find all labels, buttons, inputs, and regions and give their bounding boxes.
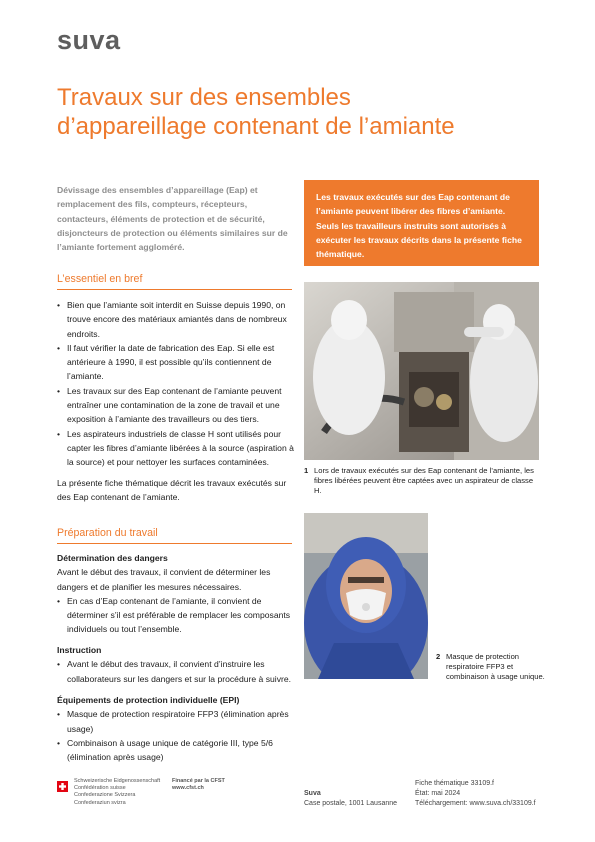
figure-2-number: 2	[436, 652, 441, 661]
confed-line: Confédération suisse	[74, 785, 126, 792]
confederation-names	[74, 778, 169, 807]
financed-url: www.cfst.ch	[172, 785, 204, 792]
hazard-section	[57, 551, 297, 637]
list-item: • Bien que l’amiante soit interdit en Suisse depuis 1990, on trouve encore des matériaux amiantés dans de nombreux endroits.	[57, 298, 297, 341]
hazard-list	[57, 594, 297, 637]
preparation-divider	[57, 543, 292, 544]
instruction-list	[57, 657, 297, 686]
confed-line: Confederaziun svizra	[74, 799, 126, 806]
summary-heading: L’essentiel en bref	[57, 273, 143, 285]
suva-logo: suva	[57, 25, 121, 55]
org-name: Suva	[304, 790, 321, 797]
figure-1-text: Lors de travaux exécutés sur des Eap contenant de l’amiante, les fibres libérées peuvent être captées avec un aspirateur de classe H.	[314, 466, 534, 495]
instruction-title: Instruction	[57, 645, 102, 655]
figure-1-number: 1	[304, 466, 309, 475]
summary-list	[57, 298, 297, 470]
ppe-section	[57, 693, 297, 764]
page-title	[57, 83, 557, 141]
hazard-text: Avant le début des travaux, il convient de déterminer les dangers et de planifier les mesures nécessaires.	[57, 567, 271, 592]
list-item: • Avant le début des travaux, il convient d’instruire les collaborateurs sur les dangers et sur la procédure à suivre.	[57, 657, 297, 686]
callout-text: Les travaux exécutés sur des Eap contenant de l’amiante peuvent libérer des fibres d’amiante. Seuls les travailleurs instruits sont autorisés à exécuter les travaux décrits dans la présente fiche thématique.	[316, 192, 522, 260]
doc-number: Fiche thématique 33109.f	[415, 780, 494, 787]
summary-closing: La présente fiche thématique décrit les travaux exécutés sur des Eap contenant de l’amiante.	[57, 478, 287, 503]
instruction-section	[57, 643, 297, 686]
org-address	[304, 789, 409, 809]
preparation-heading: Préparation du travail	[57, 527, 158, 539]
figure-1-caption	[304, 466, 536, 496]
list-item: • Les aspirateurs industriels de classe H sont utilisés pour capter les fibres d’amiante libérées à la source (aspiration à la source) et pour nettoyer les surfaces contaminées.	[57, 427, 297, 470]
list-item: • Masque de protection respiratoire FFP3 (élimination après usage)	[57, 707, 297, 736]
document-info	[415, 779, 550, 809]
warning-callout	[304, 180, 539, 266]
list-item: • Les travaux sur des Eap contenant de l’amiante peuvent entraîner une contamination de la zone de travail et une exposition à l’amiante des travailleurs ou des tiers.	[57, 384, 297, 427]
summary-divider	[57, 289, 292, 290]
list-item: • Combinaison à usage unique de catégorie III, type 5/6 (élimination après usage)	[57, 736, 297, 765]
confed-line: Schweizerische Eidgenossenschaft	[74, 778, 161, 784]
hazard-title: Détermination des dangers	[57, 553, 168, 563]
list-item: • En cas d’Eap contenant de l’amiante, il convient de déterminer s’il est préférable de remplacer les composants individuels ou tout l’ensemble.	[57, 594, 297, 637]
financed-label: Financé par la CFST	[172, 778, 225, 784]
swiss-cross-icon	[57, 779, 68, 797]
title-line-2: d’appareillage contenant de l’amiante	[57, 113, 455, 140]
org-address-line: Case postale, 1001 Lausanne	[304, 800, 398, 807]
ppe-list	[57, 707, 297, 764]
figure-2-caption	[436, 652, 546, 682]
lead-paragraph: Dévissage des ensembles d’appareillage (Eap) et remplacement des fils, compteurs, récepteurs, contacteurs, éléments de protection et de sécurité, disjoncteurs de protection ou éléments similaires sur de l’amiante fortement aggloméré.	[57, 185, 288, 253]
figure-2-text: Masque de protection respiratoire FFP3 et combinaison à usage unique.	[446, 652, 545, 681]
ppe-title: Équipements de protection individuelle (EPI)	[57, 695, 240, 705]
confed-line: Confederazione Svizzera	[74, 792, 136, 799]
doc-date: État: mai 2024	[415, 790, 461, 797]
financing-note	[172, 778, 262, 792]
doc-download[interactable]: Téléchargement: www.suva.ch/33109.f	[415, 800, 536, 807]
title-line-1: Travaux sur des ensembles	[57, 84, 351, 111]
photo-workers-vacuum	[304, 282, 539, 460]
photo-ffp3-mask	[304, 513, 428, 679]
list-item: • Il faut vérifier la date de fabrication des Eap. Si elle est antérieure à 1990, il est possible qu’ils contiennent de l’amiante.	[57, 341, 297, 384]
